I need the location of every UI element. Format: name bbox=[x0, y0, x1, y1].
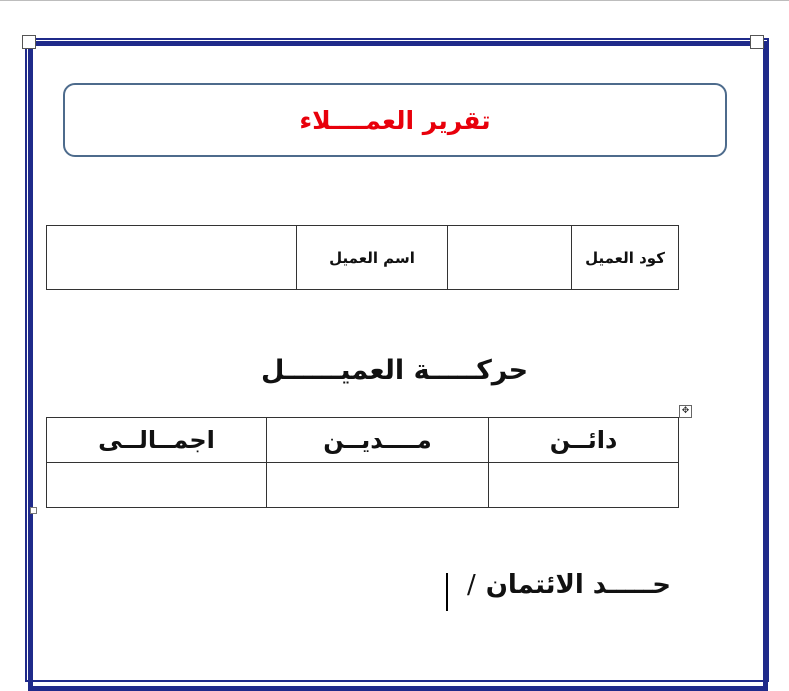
customer-code-label bbox=[572, 226, 679, 290]
customer-info-table bbox=[46, 225, 679, 290]
credit-limit-label: حـــــد الائتمان bbox=[485, 570, 671, 600]
cell-debit-value[interactable] bbox=[267, 463, 489, 508]
table-move-handle-icon[interactable]: ✥ bbox=[679, 405, 692, 418]
customer-code-value[interactable] bbox=[448, 226, 572, 290]
movement-heading-text: حركـــــة العميــــــل bbox=[260, 355, 529, 386]
top-divider bbox=[0, 0, 789, 1]
text-cursor bbox=[446, 573, 448, 611]
corner-handle-top-right[interactable] bbox=[750, 35, 764, 49]
table-resize-handle[interactable] bbox=[30, 507, 37, 514]
movement-heading bbox=[0, 355, 789, 386]
report-title: تقرير العمــــلاء bbox=[299, 105, 491, 135]
table-row bbox=[47, 463, 679, 508]
table-row bbox=[47, 226, 679, 290]
customer-code-label-text: كود العميل bbox=[585, 248, 665, 267]
cell-credit-value[interactable] bbox=[489, 463, 679, 508]
col-header-debit: مــــديــن bbox=[267, 418, 489, 463]
customer-name-label bbox=[297, 226, 448, 290]
table-row bbox=[47, 418, 679, 463]
col-header-credit: دائــن bbox=[489, 418, 679, 463]
customer-name-label-text: اسم العميل bbox=[329, 248, 415, 267]
report-title-box bbox=[63, 83, 727, 157]
customer-name-value[interactable] bbox=[47, 226, 297, 290]
credit-limit-separator: / bbox=[466, 570, 476, 600]
movement-table bbox=[46, 417, 679, 508]
cell-total-value[interactable] bbox=[47, 463, 267, 508]
credit-limit-row bbox=[467, 570, 671, 600]
col-header-total: اجمــالــى bbox=[47, 418, 267, 463]
corner-handle-top-left[interactable] bbox=[22, 35, 36, 49]
